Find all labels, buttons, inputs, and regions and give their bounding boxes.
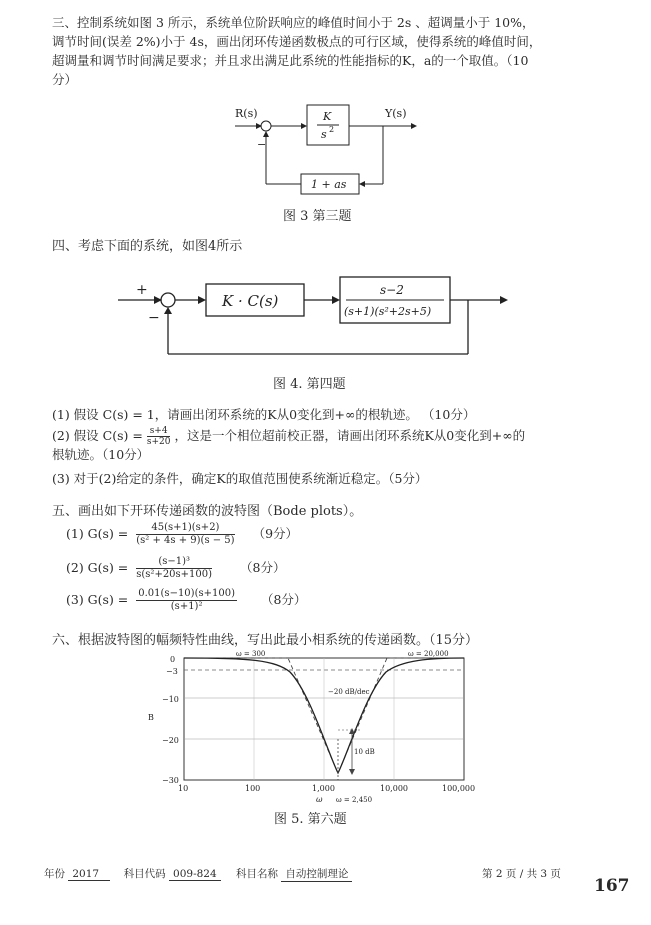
q4-title: 四、考虑下面的系统，如图4所示 [52,239,243,254]
fig3-summing-junction [261,121,271,131]
q3-line-1: 三、控制系统如图 3 所示，系统单位阶跃响应的峰值时间小于 2s 、超调量小于 10%， [52,15,535,30]
footer-year-label: 年份 [44,868,65,880]
q4-part-2 [52,426,525,447]
figure-3-block-diagram [215,100,435,200]
xtick-10: 10 [178,784,189,793]
q5-item-3 [66,588,306,613]
fig4-minus-sign: − [148,310,160,326]
footer-name-label: 科目名称 [236,868,279,880]
fig3-minus-sign: − [257,138,267,151]
footer-year: 2017 [68,868,110,881]
q4-part-1: (1) 假设 C(s) = 1，请画出闭环系统的K从0变化到+∞的根轨迹。 （10分） [52,407,476,422]
figure-4-caption: 图 4. 第四题 [273,377,346,392]
xtick-100: 100 [245,784,261,793]
q5-item-1-fraction [136,522,234,547]
figure-4-block-diagram [118,272,518,364]
ytick-3: −3 [166,667,178,676]
fig3-plant-exp: 2 [329,125,335,134]
ytick-30: −30 [162,776,179,785]
q4-part-2-num: s+4 [147,426,171,437]
footer-page-info: 第 2 页 / 共 3 页 [482,868,561,880]
footer-code-label: 科目代码 [123,868,166,880]
ann-w300: ω = 300 [236,650,266,658]
q5-item-2-den: s(s²+20s+100) [136,569,213,580]
bode-xunit: ω [316,795,323,804]
ann-10db: 10 dB [354,748,375,756]
q4-part-2-lhs: (2) 假设 C(s) = [52,428,143,443]
q5-item-2-lhs: (2) G(s) = [66,560,129,575]
fig4-summing-junction [161,293,175,307]
ann-w2450: ω = 2,450 [336,796,373,804]
q5-item-3-fraction [136,588,237,613]
footer-info [44,866,352,882]
q3-line-3: 超调量和调节时间满足要求；并且求出满足此系统的性能指标的K，a的一个取值。（10 [52,53,529,68]
q4-part-3: (3) 对于(2)给定的条件，确定K的取值范围使系统渐近稳定。（5分） [52,471,428,486]
q5-item-2-score: （8分） [240,560,286,575]
footer-code: 009-824 [169,868,221,881]
q5-item-1-lhs: (1) G(s) = [66,526,129,541]
figure-5-bode-plot [140,648,480,808]
q3-line-2: 调节时间(误差 2%)小于 4s，画出闭环传递函数极点的可行区域，使得系统的峰值时间， [52,34,542,49]
q5-item-1-num: 45(s+1)(s+2) [136,522,234,535]
q5-item-1-score: （9分） [252,526,299,541]
q5-item-2-fraction [136,556,212,581]
q4-part-2-cont: 根轨迹。（10分） [52,447,150,462]
q5-title: 五、画出如下开环传递函数的波特图（Bode plots）。 [52,504,363,519]
q5-item-3-lhs: (3) G(s) = [66,592,129,607]
fig3-plant-num: K [323,110,332,123]
q5-item-2-num: (s−1)³ [136,556,212,569]
q5-item-3-den: (s+1)² [170,601,203,612]
xtick-1000: 1,000 [312,784,335,793]
fig3-output-label: Y(s) [385,107,407,120]
q5-item-1 [66,522,298,547]
fig3-input-label: R(s) [235,107,258,120]
ann-w20000: ω = 20,000 [408,650,449,658]
footer-name: 自动控制理论 [281,866,352,882]
fig4-plus-sign: + [136,282,148,298]
ann-slope: −20 dB/dec [328,688,370,696]
bode-ylabel: B [148,713,154,722]
ytick-20: −20 [162,736,179,745]
figure-5-caption: 图 5. 第六题 [274,812,347,827]
q5-item-1-den: (s² + 4s + 9)(s − 5) [136,535,235,546]
xtick-100000: 100,000 [442,784,476,793]
fig3-plant-den: s [321,128,327,141]
q5-item-3-num: 0.01(s−10)(s+100) [138,588,235,599]
fig4-plant-den: (s+1)(s²+2s+5) [344,305,432,318]
q6-title: 六、根据波特图的幅频特性曲线，写出此最小相系统的传递函数。（15分） [52,633,479,648]
page-number: 167 [594,876,630,896]
q3-line-4: 分） [52,72,78,87]
q4-part-2-fraction [147,426,171,447]
fig4-controller-label: K · C(s) [222,292,279,310]
q5-item-3-score: （8分） [260,592,307,607]
xtick-10000: 10,000 [380,784,408,793]
fig3-feedback-label: 1 + as [311,178,347,191]
q4-part-2-den: s+20 [146,437,171,447]
figure-3-caption: 图 3 第三题 [283,209,352,224]
q4-part-2-rhs: ，这是一个相位超前校正器，请画出闭环系统K从0变化到+∞的 [174,428,526,443]
fig4-plant-num: s−2 [380,283,404,297]
ytick-10: −10 [162,695,179,704]
q5-item-2 [66,556,285,581]
ytick-0: 0 [170,655,176,664]
